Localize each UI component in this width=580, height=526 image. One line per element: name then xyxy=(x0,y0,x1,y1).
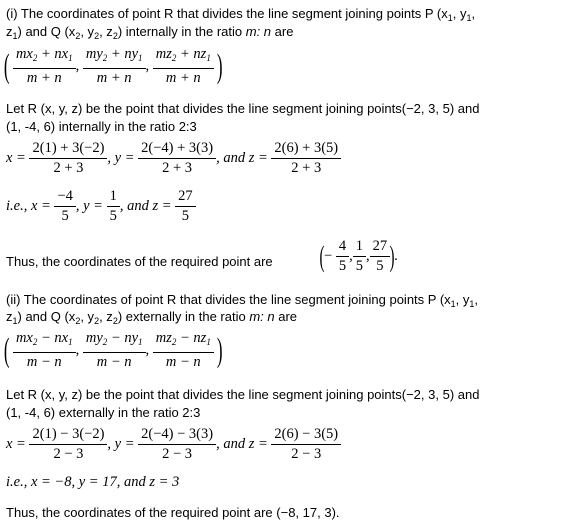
part1-let-line1: Let R (x, y, z) be the point that divides the line segment joining points(−2, 3, 5) and xyxy=(6,101,480,116)
part2-intro-line2: $z_1$) and Q ($x_2$, $y_2$, $z_2$) externally in the ratio m: n are xyxy=(6,309,298,326)
part1-intro-line2: $z_1$) and Q ($x_2$, $y_2$, $z_2$) internally in the ratio m: n are xyxy=(6,24,294,41)
part2-let-line1: Let R (x, y, z) be the point that divides the line segment joining points(−2, 3, 5) and xyxy=(6,387,480,402)
part1-ie: i.e., x = $\frac{-4}{5}$ , y = $\frac{1}{5}$ , and z = $\frac{27}{5}$ xyxy=(6,188,196,225)
part2-let-line2: (1, -4, 6) externally in the ratio 2:3 xyxy=(6,405,201,420)
part1-thus: Thus, the coordinates of the required point are xyxy=(6,254,273,269)
part2-section-formula: ( $\frac{mx_2 - nx_1}{m - n}$ , $\frac{my_2 - ny_1}{m - n}$ , $\frac{mz_2 - nz_1}{m - n}$ ) xyxy=(3,330,223,370)
part1-calc: x = $\frac{2(1) + 3(-2)}{2 + 3}$ , y = $\frac{2(-4) + 3(3)}{2 + 3}$ , and z = $\frac{2(6) + 3(5)}{2 + 3}$ xyxy=(6,140,341,177)
part2-thus: Thus, the coordinates of the required point are (−8, 17, 3). xyxy=(6,505,340,520)
part1-result: (− $\frac{4}{5}$ , $\frac{1}{5}$ , $\frac{27}{5}$ ). xyxy=(319,238,398,274)
part1-section-formula: ( $\frac{mx_2 + nx_1}{m + n}$ , $\frac{my_2 + ny_1}{m + n}$ , $\frac{mz_2 + nz_1}{m + n}$ ) xyxy=(3,46,223,86)
part2-ie: i.e., x = −8, y = 17, and z = 3 xyxy=(6,474,180,490)
part1-intro-line1: (i) The coordinates of point R that divides the line segment joining points P ($x_1$, $y_1$, xyxy=(6,6,476,23)
part1-let-line2: (1, -4, 6) internally in the ratio 2:3 xyxy=(6,119,197,134)
part2-calc: x = $\frac{2(1) - 3(-2)}{2 - 3}$ , y = $\frac{2(-4) - 3(3)}{2 - 3}$ , and z = $\frac{2(6) - 3(5)}{2 - 3}$ xyxy=(6,426,341,463)
part2-intro-line1: (ii) The coordinates of point R that divides the line segment joining points P ($x_1$, $y_1$, xyxy=(6,292,479,309)
